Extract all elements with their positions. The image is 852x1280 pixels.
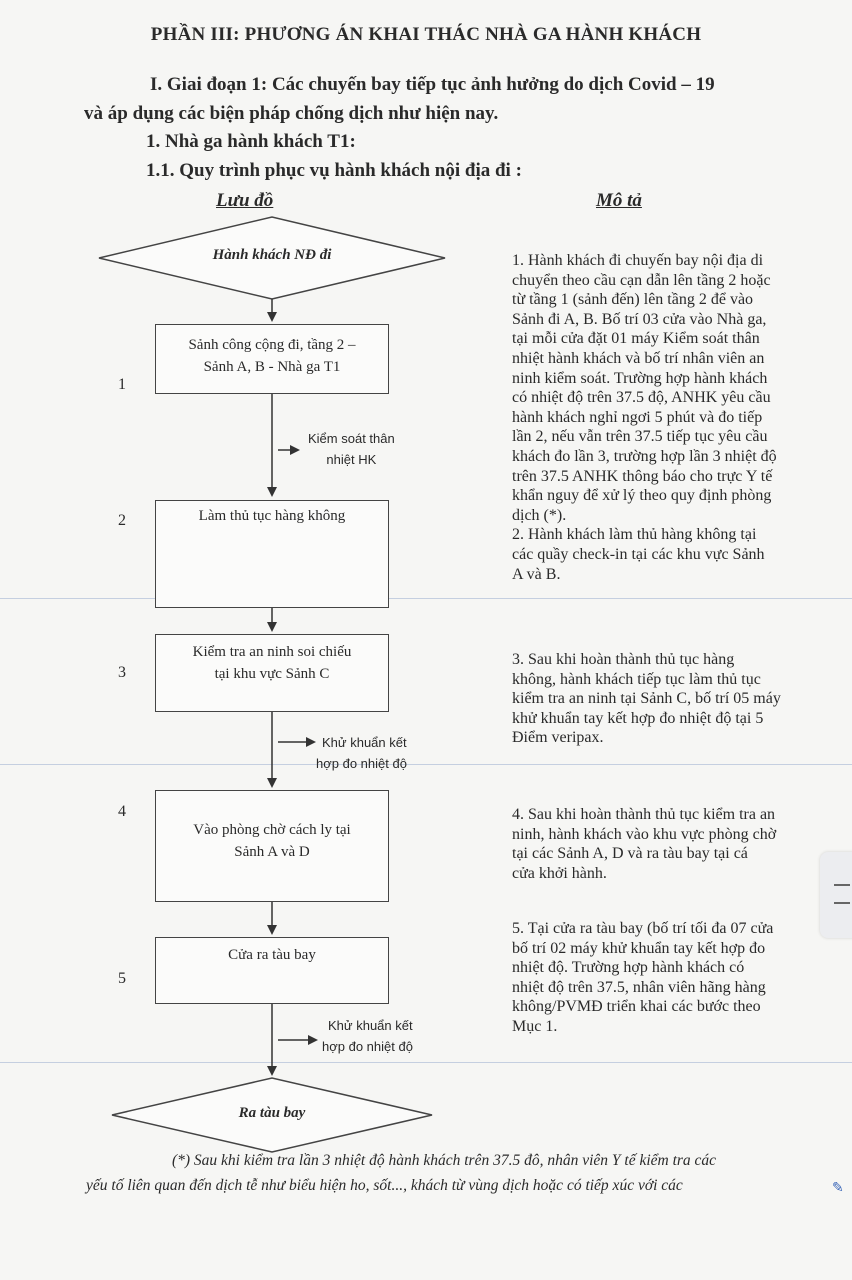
desc-line: lần 2, nếu vẫn trên 37.5 tiếp tục yêu cầu — [512, 428, 768, 446]
step5-number: 5 — [118, 970, 126, 987]
step1-line1: Sảnh công cộng đi, tầng 2 – — [188, 337, 356, 353]
step4-line2: Sảnh A và D — [234, 844, 310, 860]
step4-line1: Vào phòng chờ cách ly tại — [193, 822, 351, 838]
step2-box — [155, 500, 389, 608]
flowchart-column-header: Lưu đồ — [216, 190, 274, 211]
desc-line: kiểm tra an ninh tại Sảnh C, bố trí 05 máy — [512, 690, 781, 708]
desc-line: hành khách nghỉ ngơi 5 phút và đo tiếp — [512, 408, 763, 426]
note3 — [316, 732, 407, 774]
desc-line: không/PVMĐ triển khai các bước theo — [512, 998, 761, 1016]
desc-line: từ tầng 1 (sảnh đến) lên tầng 2 để vào — [512, 291, 754, 309]
note5-line1: Khử khuẩn kết — [328, 1018, 413, 1033]
desc-line: 2. Hành khách làm thủ hàng không tại — [512, 526, 757, 544]
desc-line: có nhiệt độ trên 37.5 độ, ANHK yêu cầu — [512, 389, 771, 407]
desc-line: Sảnh đi A, B. Bố trí 03 cửa vào Nhà ga, — [512, 310, 767, 328]
desc-line: dịch (*). — [512, 506, 567, 524]
desc-line: bố trí 02 máy khử khuẩn tay kết hợp đo — [512, 939, 766, 957]
desc-line: nhiệt hành khách và bố trí nhân viên an — [512, 349, 765, 367]
description-block-5 — [512, 919, 826, 1037]
footnote-line1: (*) Sau khi kiểm tra lần 3 nhiệt độ hành khách trên 37.5 đô, nhân viên Y tế kiểm tra các — [171, 1152, 717, 1169]
handle-grip-line — [834, 902, 850, 904]
handle-grip-line — [834, 884, 850, 886]
note1-line2: nhiệt HK — [326, 452, 377, 467]
desc-line: chuyển theo cầu cạn dẫn lên tầng 2 hoặc — [512, 271, 771, 289]
step1-box — [155, 324, 389, 394]
description-block-3 — [512, 650, 826, 748]
desc-line: 1. Hành khách đi chuyến bay nội địa di — [512, 252, 764, 269]
desc-line: các quầy check-in tại các khu vực Sảnh — [512, 545, 765, 563]
desc-line: 5. Tại cửa ra tàu bay (bố trí tối đa 07 cửa — [512, 920, 774, 937]
end-label: Ra tàu bay — [238, 1105, 306, 1121]
desc-line: 3. Sau khi hoàn thành thủ tục hàng — [512, 651, 735, 668]
desc-line: khách đo lần 3, trường hợp lần 3 nhiệt độ — [512, 447, 777, 465]
step5-line1: Cửa ra tàu bay — [228, 947, 316, 963]
desc-line: nhiệt độ. Trường hợp hành khách có — [512, 959, 745, 977]
page-title: PHẦN III: PHƯƠNG ÁN KHAI THÁC NHÀ GA HÀNH KHÁCH — [150, 24, 702, 45]
procedure-heading: 1.1. Quy trình phục vụ hành khách nội địa đi : — [146, 160, 522, 181]
step1-line2: Sảnh A, B - Nhà ga T1 — [203, 359, 341, 375]
note1 — [308, 428, 395, 470]
note1-line1: Kiểm soát thân — [308, 431, 395, 446]
desc-line: tại các Sảnh A, D và ra tàu bay tại cá — [512, 845, 748, 863]
start-label: Hành khách NĐ đi — [212, 247, 332, 263]
step3-number: 3 — [118, 664, 126, 681]
desc-line: không, hành khách tiếp tục làm thủ tục — [512, 670, 761, 688]
desc-line: 4. Sau khi hoàn thành thủ tục kiểm tra an — [512, 806, 776, 823]
step2-line1: Làm thủ tục hàng không — [198, 508, 346, 524]
step3-line2: tại khu vực Sảnh C — [214, 666, 330, 682]
section-heading-line1: I. Giai đoạn 1: Các chuyến bay tiếp tục ảnh hưởng do dịch Covid – 19 — [150, 74, 715, 95]
desc-line: Mục 1. — [512, 1017, 558, 1035]
step2-number: 2 — [118, 512, 126, 529]
desc-line: tại mỗi cửa đặt 01 máy Kiểm soát thân — [512, 330, 760, 348]
step3-line1: Kiểm tra an ninh soi chiếu — [192, 644, 352, 660]
note3-line1: Khử khuẩn kết — [322, 735, 407, 750]
note5-line2: hợp đo nhiệt độ — [322, 1039, 413, 1054]
scroll-handle[interactable] — [820, 852, 852, 938]
desc-line: khử khuẩn tay kết hợp đo nhiệt độ tại 5 — [512, 709, 764, 727]
description-column-header: Mô tả — [596, 190, 642, 211]
step3-box — [155, 634, 389, 712]
desc-line: nhiệt độ trên 37.5, nhân viên hãng hàng — [512, 978, 766, 996]
step4-number: 4 — [118, 803, 126, 820]
desc-line: cửa khởi hành. — [512, 864, 607, 882]
cursor-pen-icon: ✎ — [832, 1181, 844, 1196]
step1-number: 1 — [118, 376, 126, 393]
step5-box — [155, 937, 389, 1004]
desc-line: ninh, hành khách vào khu vực phòng chờ — [512, 825, 777, 843]
subsection-heading: 1. Nhà ga hành khách T1: — [146, 131, 356, 152]
footnote-line2: yếu tố liên quan đến dịch tễ như biểu hiện ho, sốt..., khách từ vùng dịch hoặc có tiếp xúc với các — [86, 1177, 683, 1194]
description-block-4 — [512, 805, 826, 883]
desc-line: ninh kiểm soát. Trường hợp hành khách — [512, 369, 768, 387]
desc-line: khẩn nguy để xử lý theo quy định phòng — [512, 487, 772, 505]
desc-line: Điểm veripax. — [512, 729, 604, 747]
note3-line2: hợp đo nhiệt độ — [316, 756, 407, 771]
desc-line: A và B. — [512, 565, 561, 583]
note5 — [322, 1015, 413, 1057]
section-heading-line2: và áp dụng các biện pháp chống dịch như hiện nay. — [84, 103, 499, 124]
description-block-1 — [512, 251, 826, 584]
desc-line: trên 37.5 ANHK thông báo cho trực Y tế — [512, 467, 773, 485]
step4-box — [155, 790, 389, 902]
